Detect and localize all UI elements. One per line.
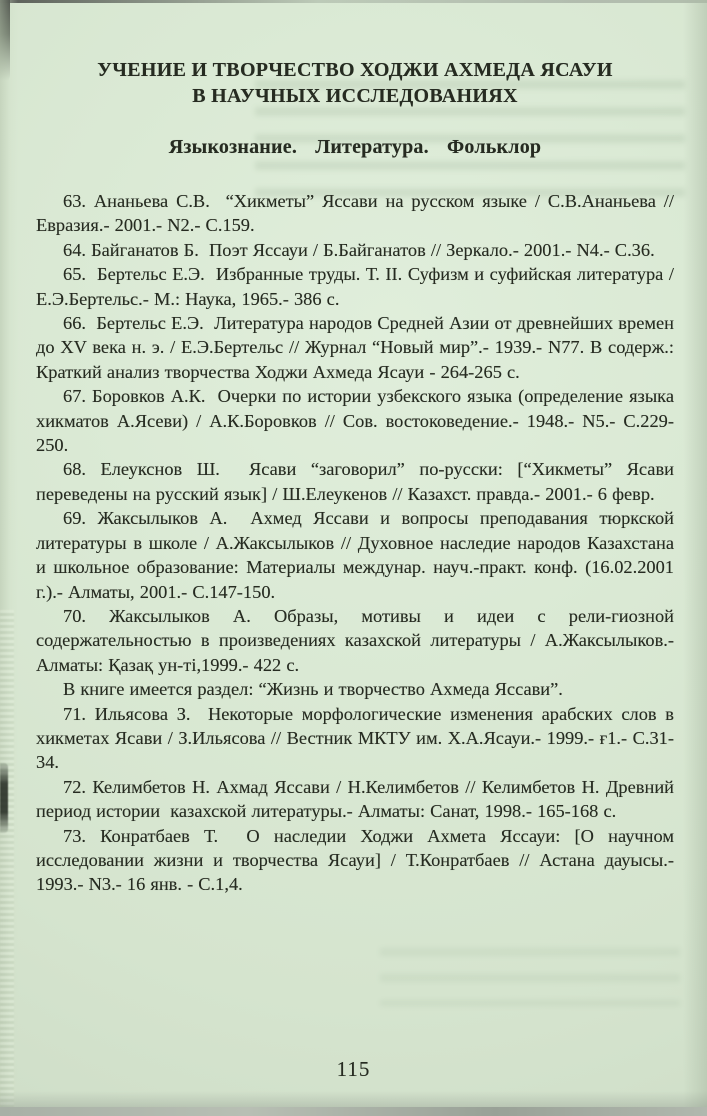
bibliography-entry-71: 71. Ильясова З. Некоторые морфологические изменения арабских слов в хикметах Ясави / З.Ильясова // Вестник МКТУ им. Х.А.Ясауи.- 1999.- ғ1.- С.31-34. [36,703,680,773]
bibliography-entry-64: 64. Байганатов Б. Поэт Яссауи / Б.Байганатов // Зеркало.- 2001.- N4.- С.36. [63,239,655,260]
section-subtitle: Языкознание. Литература. Фольклор [168,136,542,158]
scan-artifact-ink-blotch [0,763,8,833]
scan-artifact-bleedthrough-bottom [380,948,680,1006]
page-content [36,0,680,897]
bibliography-entry-68: 68. Елеукснов Ш. Ясави “заговорил” по-русски: [“Хикметы” Ясави переведены на русский язык] / Ш.Елеукенов // Казахст. правда.- 2001.- 6 февр. [36,459,680,504]
scan-artifact-bottom-fade [0,1091,707,1107]
bibliography-entry-73: 73. Конратбаев Т. О наследии Ходжи Ахмета Яссауи: [О научном исследовании жизни и творчества Ясауи] / Т.Конратбаев // Астана дауысы.- 1993.- N3.- 16 янв. - С.1,4. [36,825,680,895]
bibliography-entry-72: 72. Келимбетов Н. Ахмад Яссави / Н.Келимбетов // Келимбетов Н. Древний период истории казахской литературы.- Алматы: Санат, 1998.- 165-168 с. [36,776,680,822]
scan-artifact-page-edges [0,610,14,1110]
page-title-line-1: УЧЕНИЕ И ТВОРЧЕСТВО ХОДЖИ АХМЕДА ЯСАУИ [97,59,613,81]
page-number: 115 [336,1057,371,1081]
scan-artifact-bottom-edge [0,1107,707,1116]
scan-artifact-right-shade [683,0,707,1116]
page-title-line-2: В НАУЧНЫХ ИССЛЕДОВАНИЯХ [192,85,518,107]
page-title [36,57,674,109]
bibliography-entry-70: 70. Жаксылыков А. Образы, мотивы и идеи с рели-гиозной содержательностью в произведениях казахской литературы / А.Жаксылыков.- Алматы: Қазақ ун-ті,1999.- 422 с. [36,605,680,675]
bibliography-entry-69: 69. Жаксылыков А. Ахмед Яссави и вопросы преподавания тюркской литературы в школе / А.Жаксылыков // Духовное наследие народов Казахстана и школьное образование: Материалы междунар. науч.-практ. конф. (16.02.2001 г.).- Алматы, 2001.- С.147-150. [36,508,680,602]
bibliography-entry-65: 65. Бертельс Е.Э. Избранные труды. Т. II. Суфизм и суфийская литература / Е.Э.Бертельс.- М.: Наука, 1965.- 386 с. [36,264,680,309]
bibliography-list [36,189,680,897]
bibliography-entry-66: 66. Бертельс Е.Э. Литература народов Средней Азии от древнейших времен до XV века н. э. / Е.Э.Бертельс // Журнал “Новый мир”.- 1939.- N77. В содерж.: Краткий анализ творчества Ходжи Ахмеда Ясауи - 264-265 с. [36,313,680,382]
bibliography-entry-63: 63. Ананьева С.В. “Хикметы” Яссави на русском языке / С.В.Ананьева // Евразия.- 2001.- N2.- С.159. [36,191,680,236]
bibliography-entry-67: 67. Боровков А.К. Очерки по истории узбекского языка (определение языка хикматов А.Ясеви) / А.К.Боровков // Сов. востоковедение.- 1948.- N5.- С.229-250. [36,386,680,456]
bibliography-note: В книге имеется раздел: “Жизнь и творчество Ахмеда Яссави”. [63,679,563,700]
